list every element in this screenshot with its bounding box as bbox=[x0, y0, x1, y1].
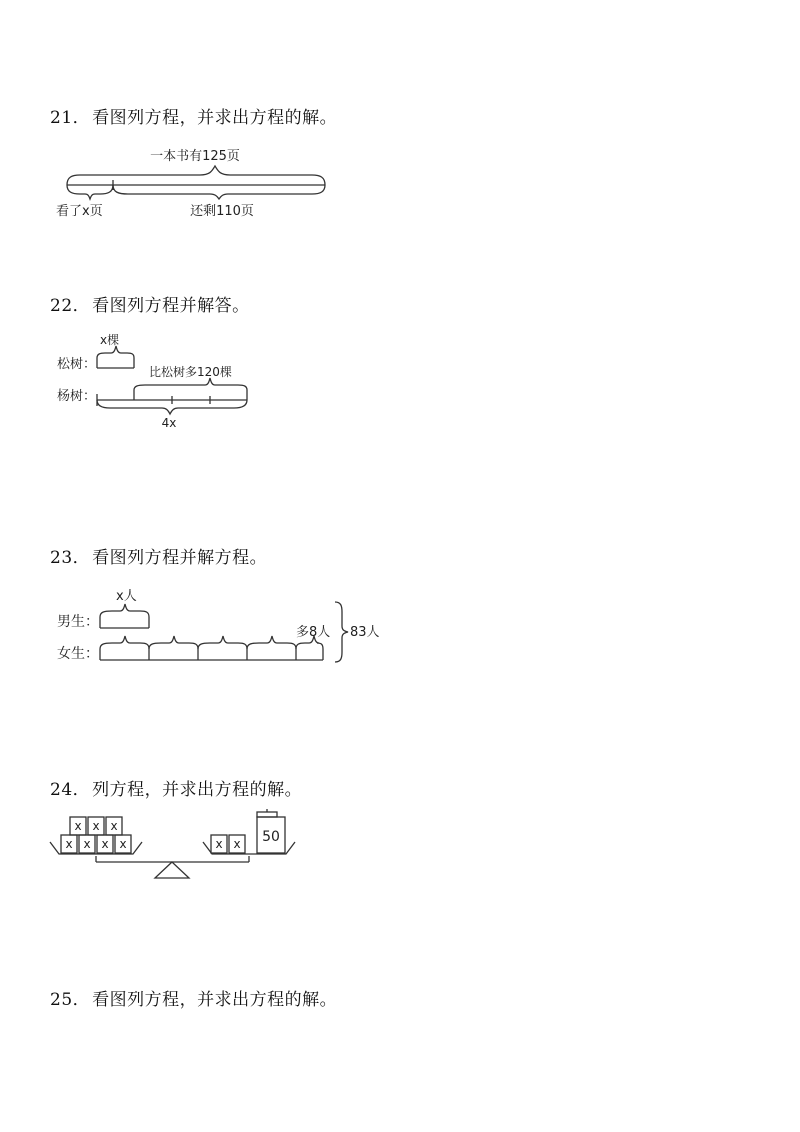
box-x: x bbox=[233, 837, 241, 851]
question-text: 看图列方程，并求出方程的解。 bbox=[92, 990, 338, 1010]
question-23 bbox=[50, 543, 267, 568]
total-pages-label: 一本书有125页 bbox=[150, 149, 240, 164]
box-x: x bbox=[215, 837, 223, 851]
students-diagram bbox=[50, 584, 390, 674]
question-number: 22． bbox=[50, 296, 91, 316]
pine-row-label: 松树： bbox=[57, 357, 97, 372]
boys-brace bbox=[100, 604, 149, 628]
question-text: 看图列方程并解方程。 bbox=[92, 548, 268, 568]
question-number: 21． bbox=[50, 108, 91, 128]
boys-count-label: x人 bbox=[116, 589, 137, 604]
weight-label: 50 bbox=[262, 829, 280, 845]
pine-count-label: x棵 bbox=[100, 333, 120, 347]
question-text: 看图列方程并解答。 bbox=[92, 296, 250, 316]
weight-icon bbox=[257, 809, 285, 853]
left-boxes bbox=[61, 817, 131, 853]
girls-row-label: 女生： bbox=[57, 646, 99, 662]
balance-scale-diagram bbox=[45, 806, 305, 886]
question-21 bbox=[50, 103, 337, 128]
pine-brace bbox=[97, 346, 134, 368]
poplar-total-label: 4x bbox=[161, 416, 177, 430]
box-x: x bbox=[110, 819, 118, 833]
question-text: 列方程，并求出方程的解。 bbox=[92, 780, 303, 800]
box-x: x bbox=[74, 819, 82, 833]
fulcrum bbox=[155, 862, 189, 878]
poplar-extra-label: 比松树多120棵 bbox=[149, 365, 232, 379]
poplar-extra-brace bbox=[134, 378, 247, 400]
box-x: x bbox=[83, 837, 91, 851]
girls-unit-braces bbox=[100, 636, 323, 660]
question-24 bbox=[50, 775, 302, 800]
boys-row-label: 男生： bbox=[57, 614, 99, 630]
book-pages-diagram bbox=[50, 140, 350, 230]
question-number: 24． bbox=[50, 780, 91, 800]
read-pages-label: 看了x页 bbox=[56, 204, 103, 219]
box-x: x bbox=[65, 837, 73, 851]
total-students-label: 83人 bbox=[350, 625, 380, 640]
remaining-pages-brace bbox=[113, 185, 325, 199]
box-x: x bbox=[92, 819, 100, 833]
box-x: x bbox=[101, 837, 109, 851]
trees-diagram bbox=[50, 326, 310, 436]
question-25 bbox=[50, 985, 337, 1010]
total-brace bbox=[67, 166, 325, 185]
read-pages-brace bbox=[67, 185, 113, 199]
girls-extra-label: 多8人 bbox=[296, 625, 331, 640]
remaining-pages-label: 还剩110页 bbox=[190, 204, 254, 219]
poplar-row-label: 杨树： bbox=[57, 389, 97, 404]
question-number: 23． bbox=[50, 548, 91, 568]
question-22 bbox=[50, 291, 250, 316]
left-pan bbox=[50, 842, 142, 854]
right-boxes bbox=[211, 835, 245, 853]
question-text: 看图列方程，并求出方程的解。 bbox=[92, 108, 338, 128]
box-x: x bbox=[119, 837, 127, 851]
question-number: 25． bbox=[50, 990, 91, 1010]
total-right-brace bbox=[335, 602, 348, 662]
